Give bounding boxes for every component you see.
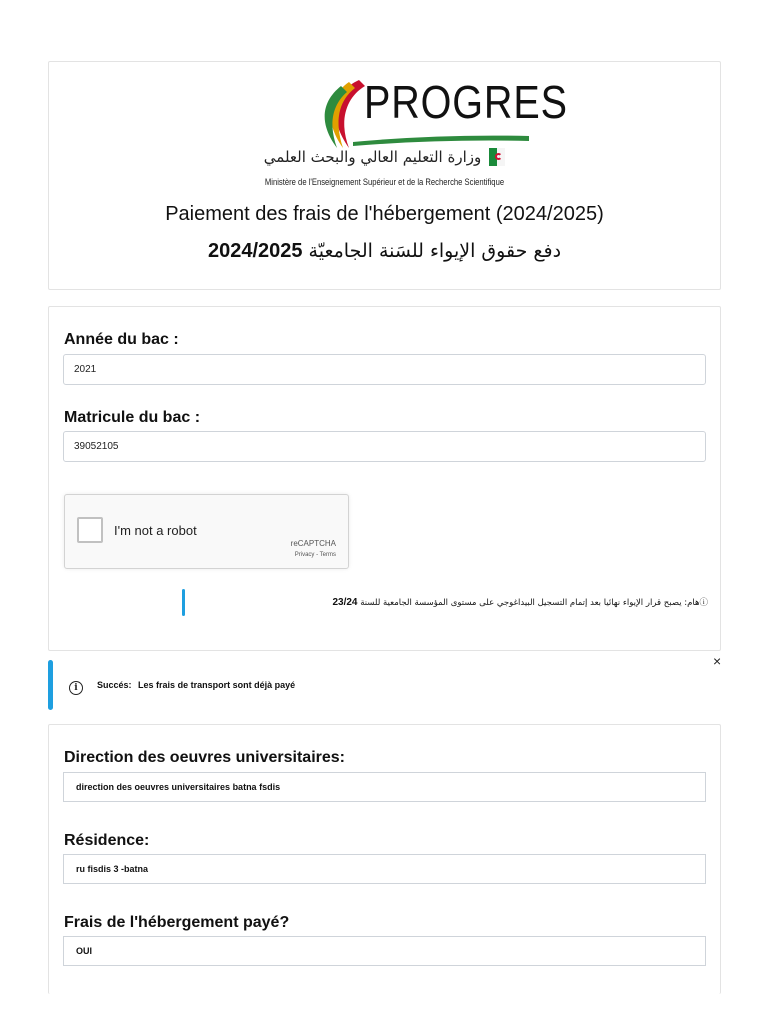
note-accent-bar [182,589,185,616]
page-title-arabic [49,240,720,263]
ministry-name-arabic: وزارة التعليم العالي والبحث العلمي [263,148,482,166]
direction-value: direction des oeuvres universitaires batna fsdis [63,772,706,802]
bac-year-label: Année du bac : [64,331,179,348]
recaptcha-checkbox[interactable] [77,517,103,543]
ministry-name-french: Ministère de l'Enseignement Supérieur et de la Recherche Scientifique [264,177,505,187]
important-note-text: ⓘهام: يصبح قرار الإيواء نهائيا بعد إتمام التسجيل البيداغوجي على مستوى المؤسسة الجامعية للسنة [360,598,708,608]
header-card [48,61,721,290]
bac-matricule-input[interactable] [63,431,706,462]
residence-label: Résidence: [64,832,150,849]
page-title-arabic-year: 2024/2025 [207,240,303,262]
residence-value: ru fisdis 3 -batna [63,854,706,884]
page-title-french: Paiement des frais de l'hébergement (2024/2025) [165,203,604,225]
algeria-flag-icon [489,148,505,166]
important-note-year: 23/24 [332,597,358,608]
bac-year-input[interactable] [63,354,706,385]
paid-label: Frais de l'hébergement payé? [64,914,290,931]
recaptcha-widget [64,494,349,569]
alert-text: Les frais de transport sont déjà payé [138,680,296,690]
alert-message [97,680,295,690]
ministry-arabic-row [49,148,720,166]
alert-prefix: Succés: [97,680,132,690]
paid-value: OUI [63,936,706,966]
alert-accent-bar [48,660,53,710]
progres-logo [319,76,568,146]
page-title-arabic-text: دفع حقوق الإيواء للسَنة الجامعيّة [308,240,562,262]
close-icon[interactable]: × [713,653,722,669]
details-card [48,724,721,994]
important-note [332,596,708,608]
info-icon: i [69,681,83,695]
bac-form-card [48,306,721,651]
success-alert [48,660,721,710]
bac-matricule-label: Matricule du bac : [64,409,201,426]
recaptcha-privacy-terms-link[interactable]: Privacy - Terms [294,552,336,558]
recaptcha-brand: reCAPTCHA [290,539,336,548]
logo-text: PROGRES [364,76,568,128]
recaptcha-label: I'm not a robot [114,523,197,538]
direction-label: Direction des oeuvres universitaires: [64,749,345,766]
